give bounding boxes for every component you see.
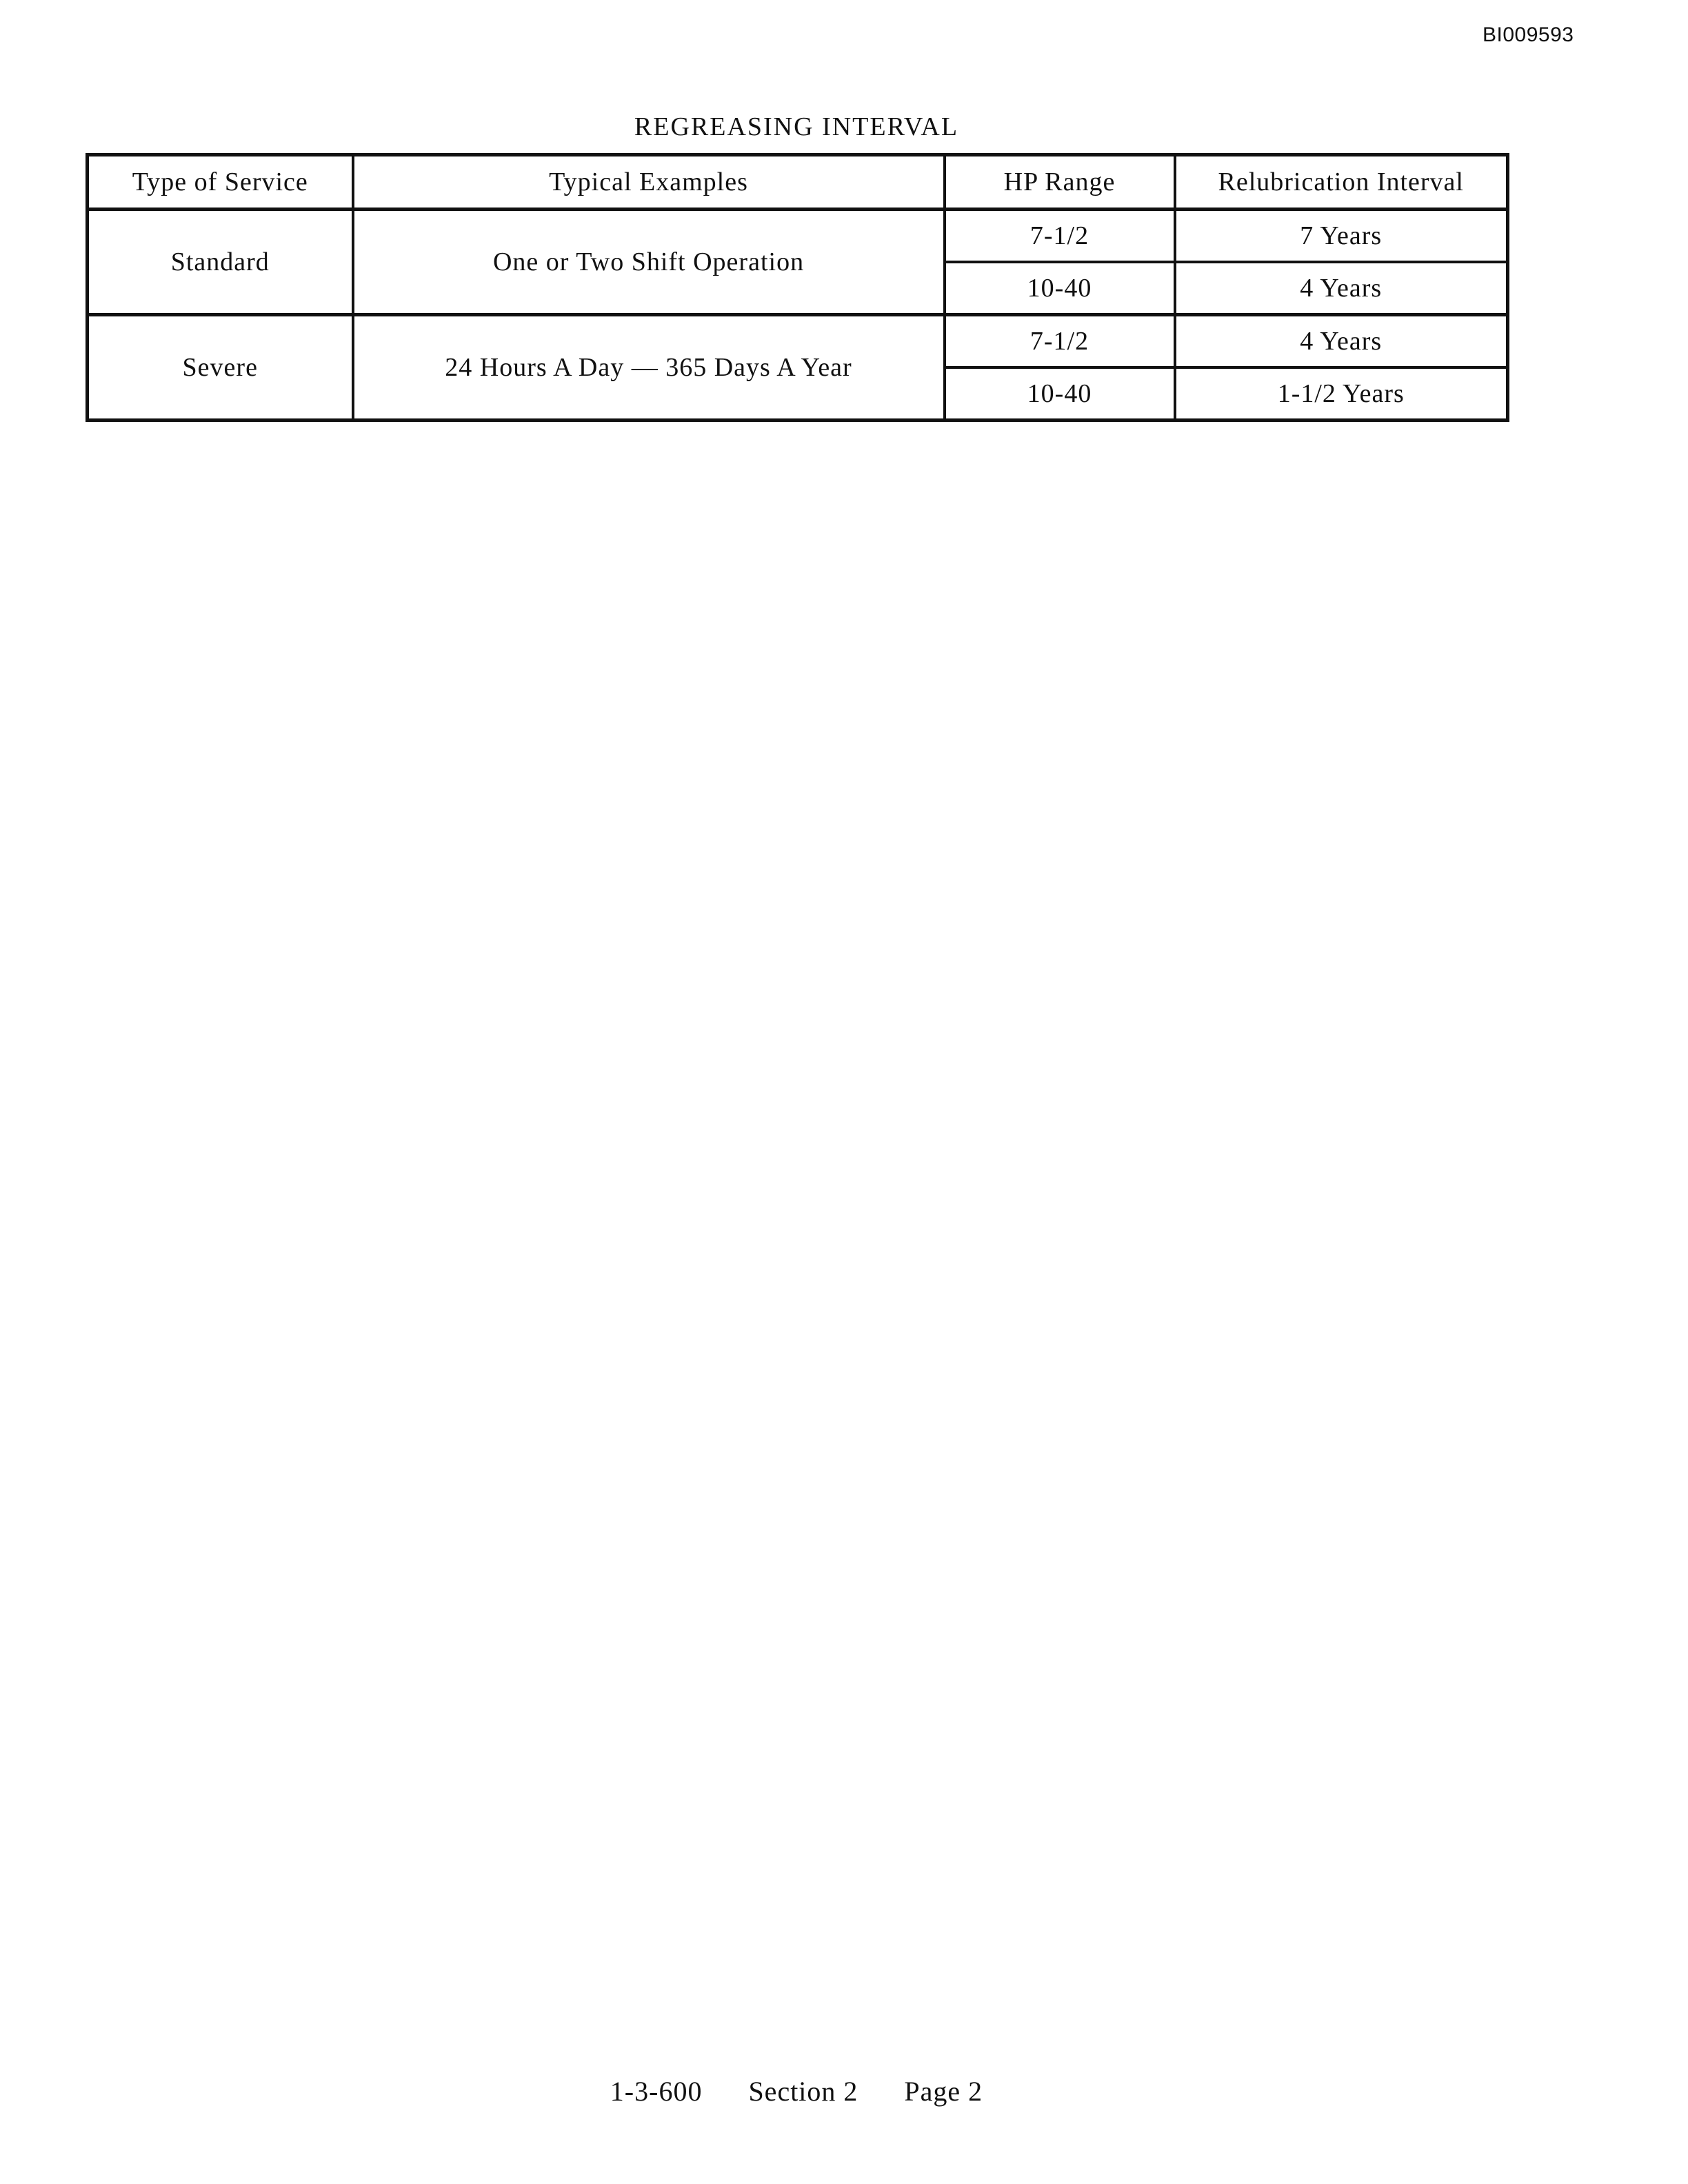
hp-range-cell: 7-1/2 (945, 210, 1175, 263)
hp-range-cell: 7-1/2 (945, 315, 1175, 368)
table-header-row (88, 155, 1508, 210)
document-id: BI009593 (1483, 23, 1574, 46)
hp-range-cell: 10-40 (945, 367, 1175, 421)
table-row (88, 210, 1508, 263)
header-type-of-service: Type of Service (88, 155, 353, 210)
page-footer (0, 2075, 1593, 2107)
regreasing-interval-table (86, 153, 1509, 422)
footer-doc-number: 1-3-600 (610, 2076, 703, 2107)
interval-cell: 7 Years (1175, 210, 1508, 263)
interval-cell: 4 Years (1175, 262, 1508, 315)
typical-example-cell: One or Two Shift Operation (353, 210, 945, 315)
header-typical-examples: Typical Examples (353, 155, 945, 210)
table-row (88, 315, 1508, 368)
hp-range-cell: 10-40 (945, 262, 1175, 315)
header-hp-range: HP Range (945, 155, 1175, 210)
table-title: REGREASING INTERVAL (634, 112, 959, 141)
footer-page-number: Page 2 (904, 2076, 983, 2107)
footer-section: Section 2 (748, 2076, 858, 2107)
interval-cell: 4 Years (1175, 315, 1508, 368)
interval-cell: 1-1/2 Years (1175, 367, 1508, 421)
header-relubrication-interval: Relubrication Interval (1175, 155, 1508, 210)
typical-example-cell: 24 Hours A Day — 365 Days A Year (353, 315, 945, 421)
service-type-cell: Standard (88, 210, 353, 315)
service-type-cell: Severe (88, 315, 353, 421)
